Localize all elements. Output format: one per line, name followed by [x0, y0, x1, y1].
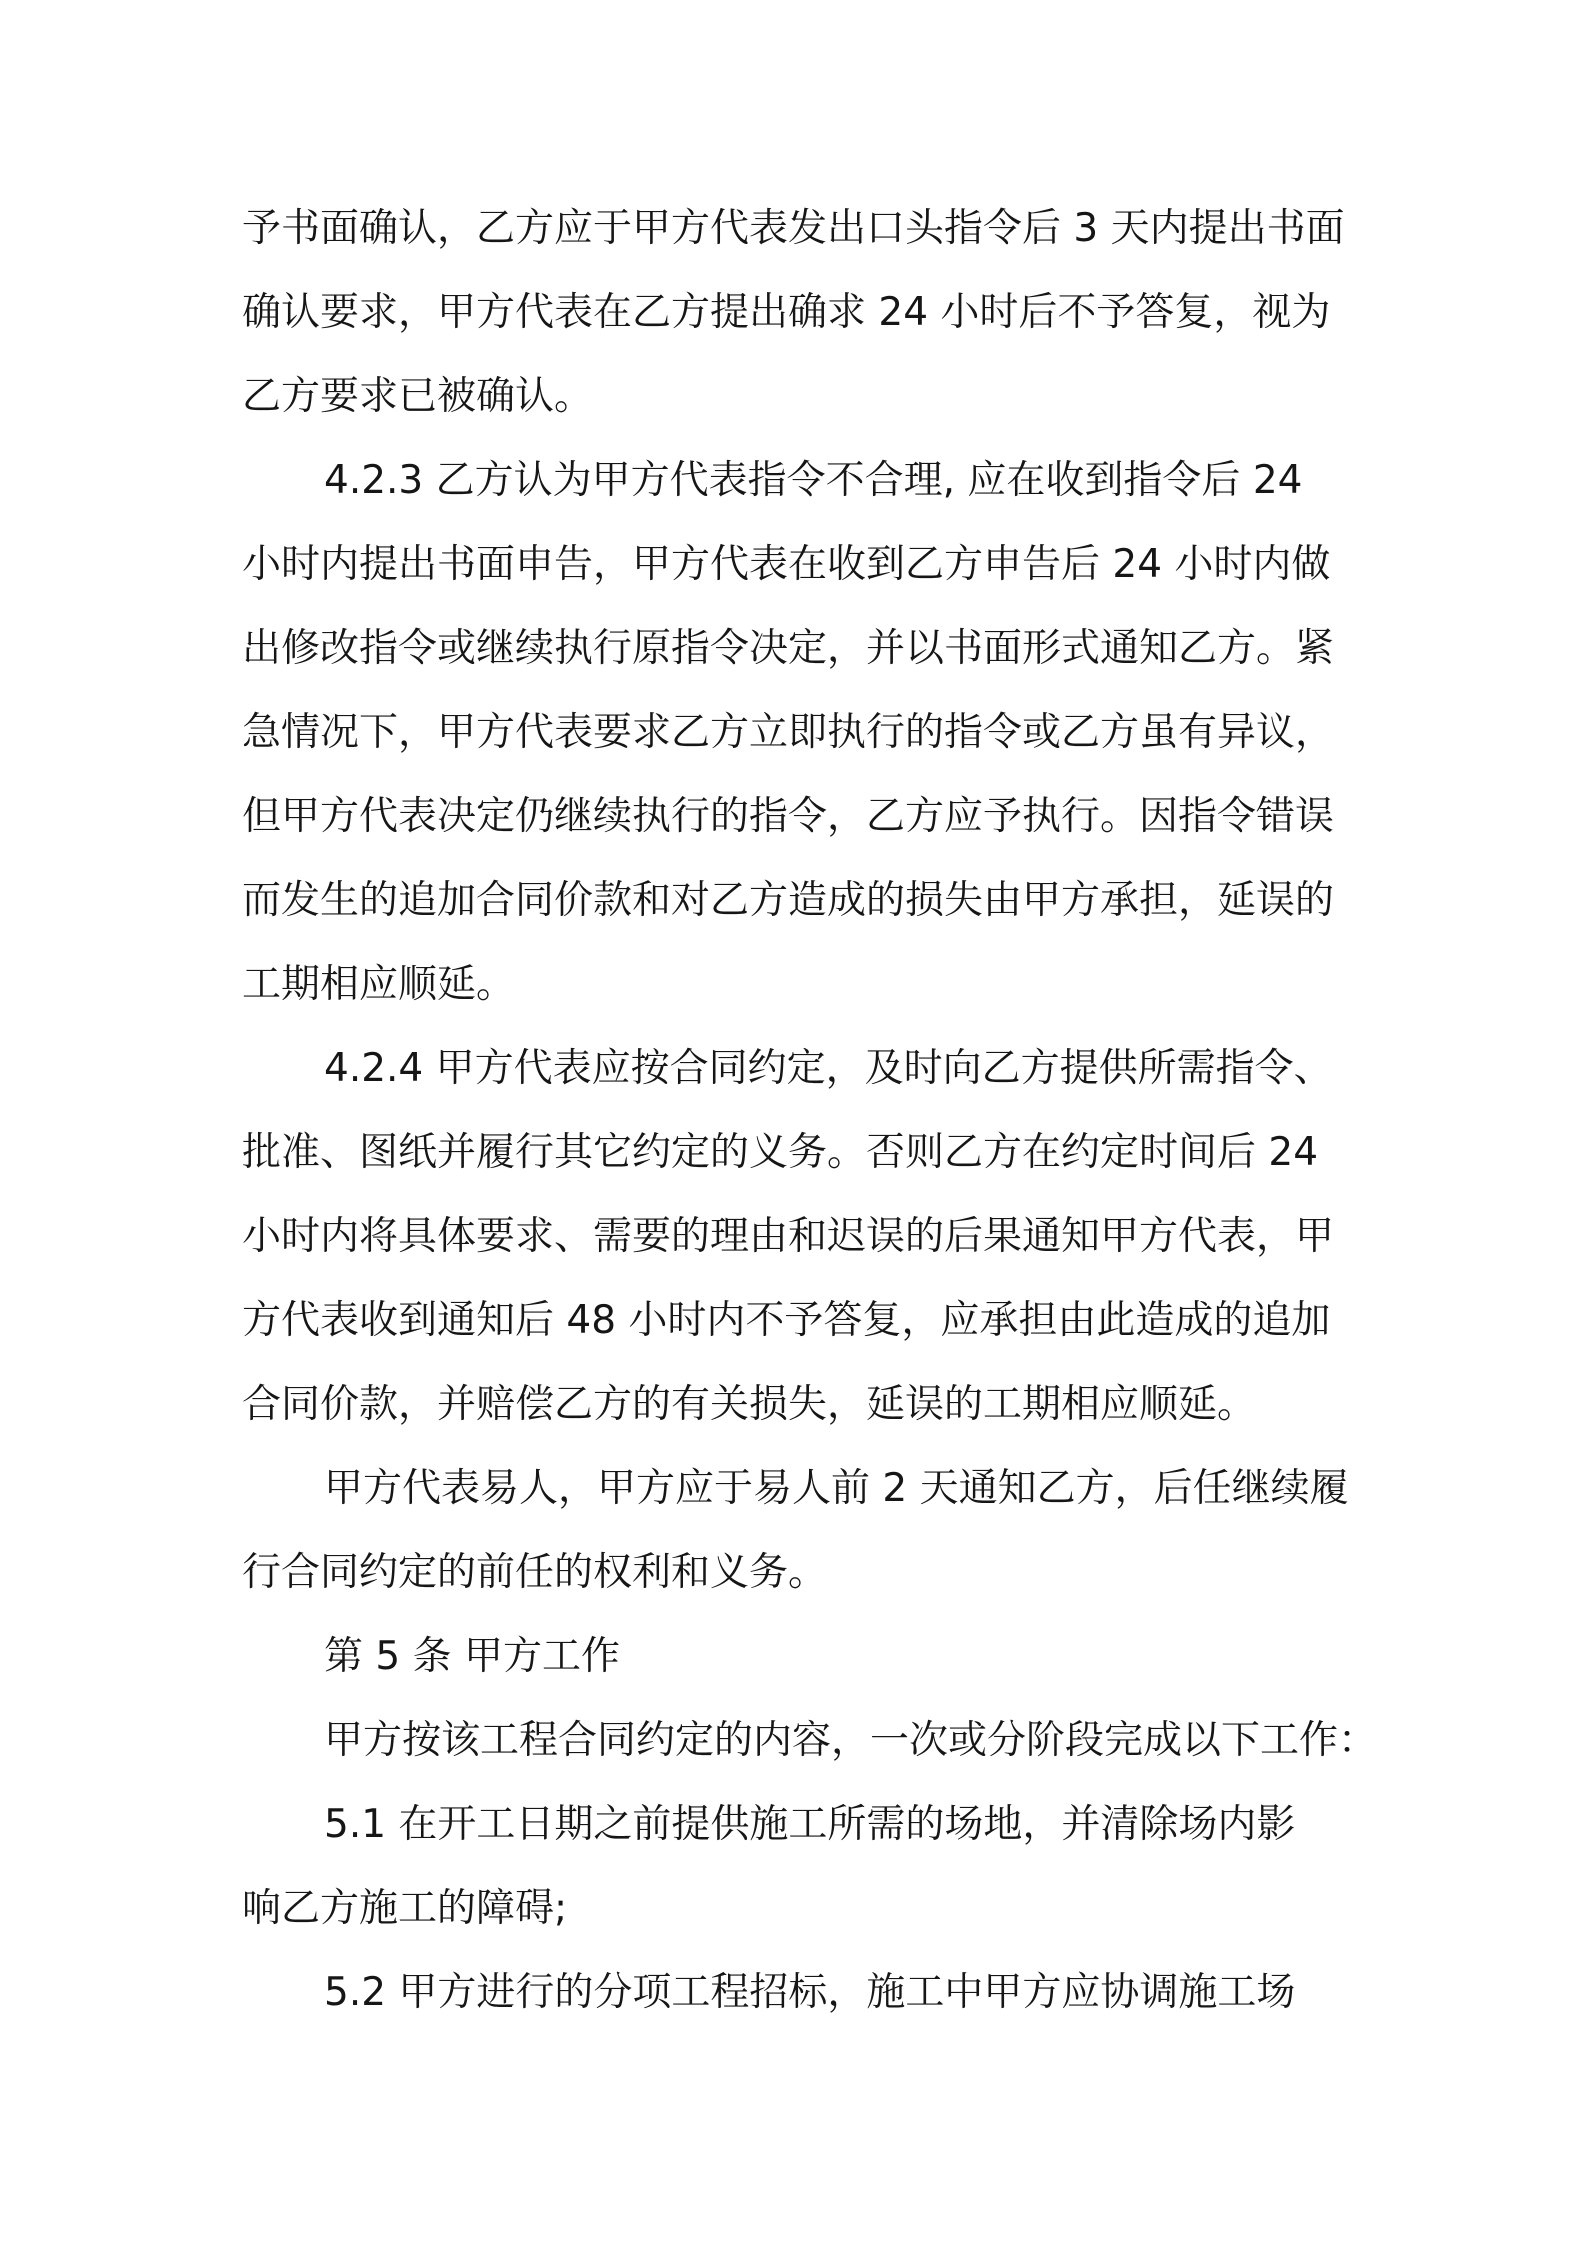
text-line: 响乙方施工的障碍; — [242, 1886, 568, 1931]
text-line: 急情况下，甲方代表要求乙方立即执行的指令或乙方虽有异议， — [242, 710, 1335, 755]
text-line: 予书面确认，乙方应于甲方代表发出口头指令后 3 天内提出书面 — [242, 206, 1345, 251]
text-line: 确认要求，甲方代表在乙方提出确求 24 小时后不予答复，视为 — [242, 290, 1331, 335]
text-line: 合同价款，并赔偿乙方的有关损失，延误的工期相应顺延。 — [242, 1382, 1257, 1427]
text-line: 方代表收到通知后 48 小时内不予答复，应承担由此造成的追加 — [242, 1298, 1331, 1343]
contract-text-body — [242, 187, 1378, 2035]
clause-5-1-first-line: 5.1 在开工日期之前提供施工所需的场地，并清除场内影 — [324, 1802, 1296, 1847]
paragraph-first-line: 甲方代表易人，甲方应于易人前 2 天通知乙方，后任继续履 — [324, 1466, 1349, 1511]
text-line: 但甲方代表决定仍继续执行的指令，乙方应予执行。因指令错误 — [242, 794, 1335, 839]
text-line: 小时内将具体要求、需要的理由和迟误的后果通知甲方代表，甲 — [242, 1214, 1335, 1259]
text-line: 行合同约定的前任的权利和义务。 — [242, 1550, 828, 1595]
text-line: 批准、图纸并履行其它约定的义务。否则乙方在约定时间后 24 — [242, 1130, 1319, 1175]
text-line: 乙方要求已被确认。 — [242, 374, 594, 419]
article-5-heading: 第 5 条 甲方工作 — [324, 1634, 621, 1679]
clause-5-2-first-line: 5.2 甲方进行的分项工程招标，施工中甲方应协调施工场 — [324, 1970, 1296, 2015]
article-5-intro: 甲方按该工程合同约定的内容，一次或分阶段完成以下工作： — [324, 1718, 1378, 1763]
clause-4-2-4-first-line: 4.2.4 甲方代表应按合同约定，及时向乙方提供所需指令、 — [324, 1046, 1333, 1091]
clause-4-2-3-first-line: 4.2.3 乙方认为甲方代表指令不合理, 应在收到指令后 24 — [324, 458, 1303, 503]
text-line: 而发生的追加合同价款和对乙方造成的损失由甲方承担，延误的 — [242, 878, 1335, 923]
text-line: 出修改指令或继续执行原指令决定，并以书面形式通知乙方。紧 — [242, 626, 1335, 671]
text-line: 工期相应顺延。 — [242, 962, 516, 1007]
text-line: 小时内提出书面申告，甲方代表在收到乙方申告后 24 小时内做 — [242, 542, 1331, 587]
